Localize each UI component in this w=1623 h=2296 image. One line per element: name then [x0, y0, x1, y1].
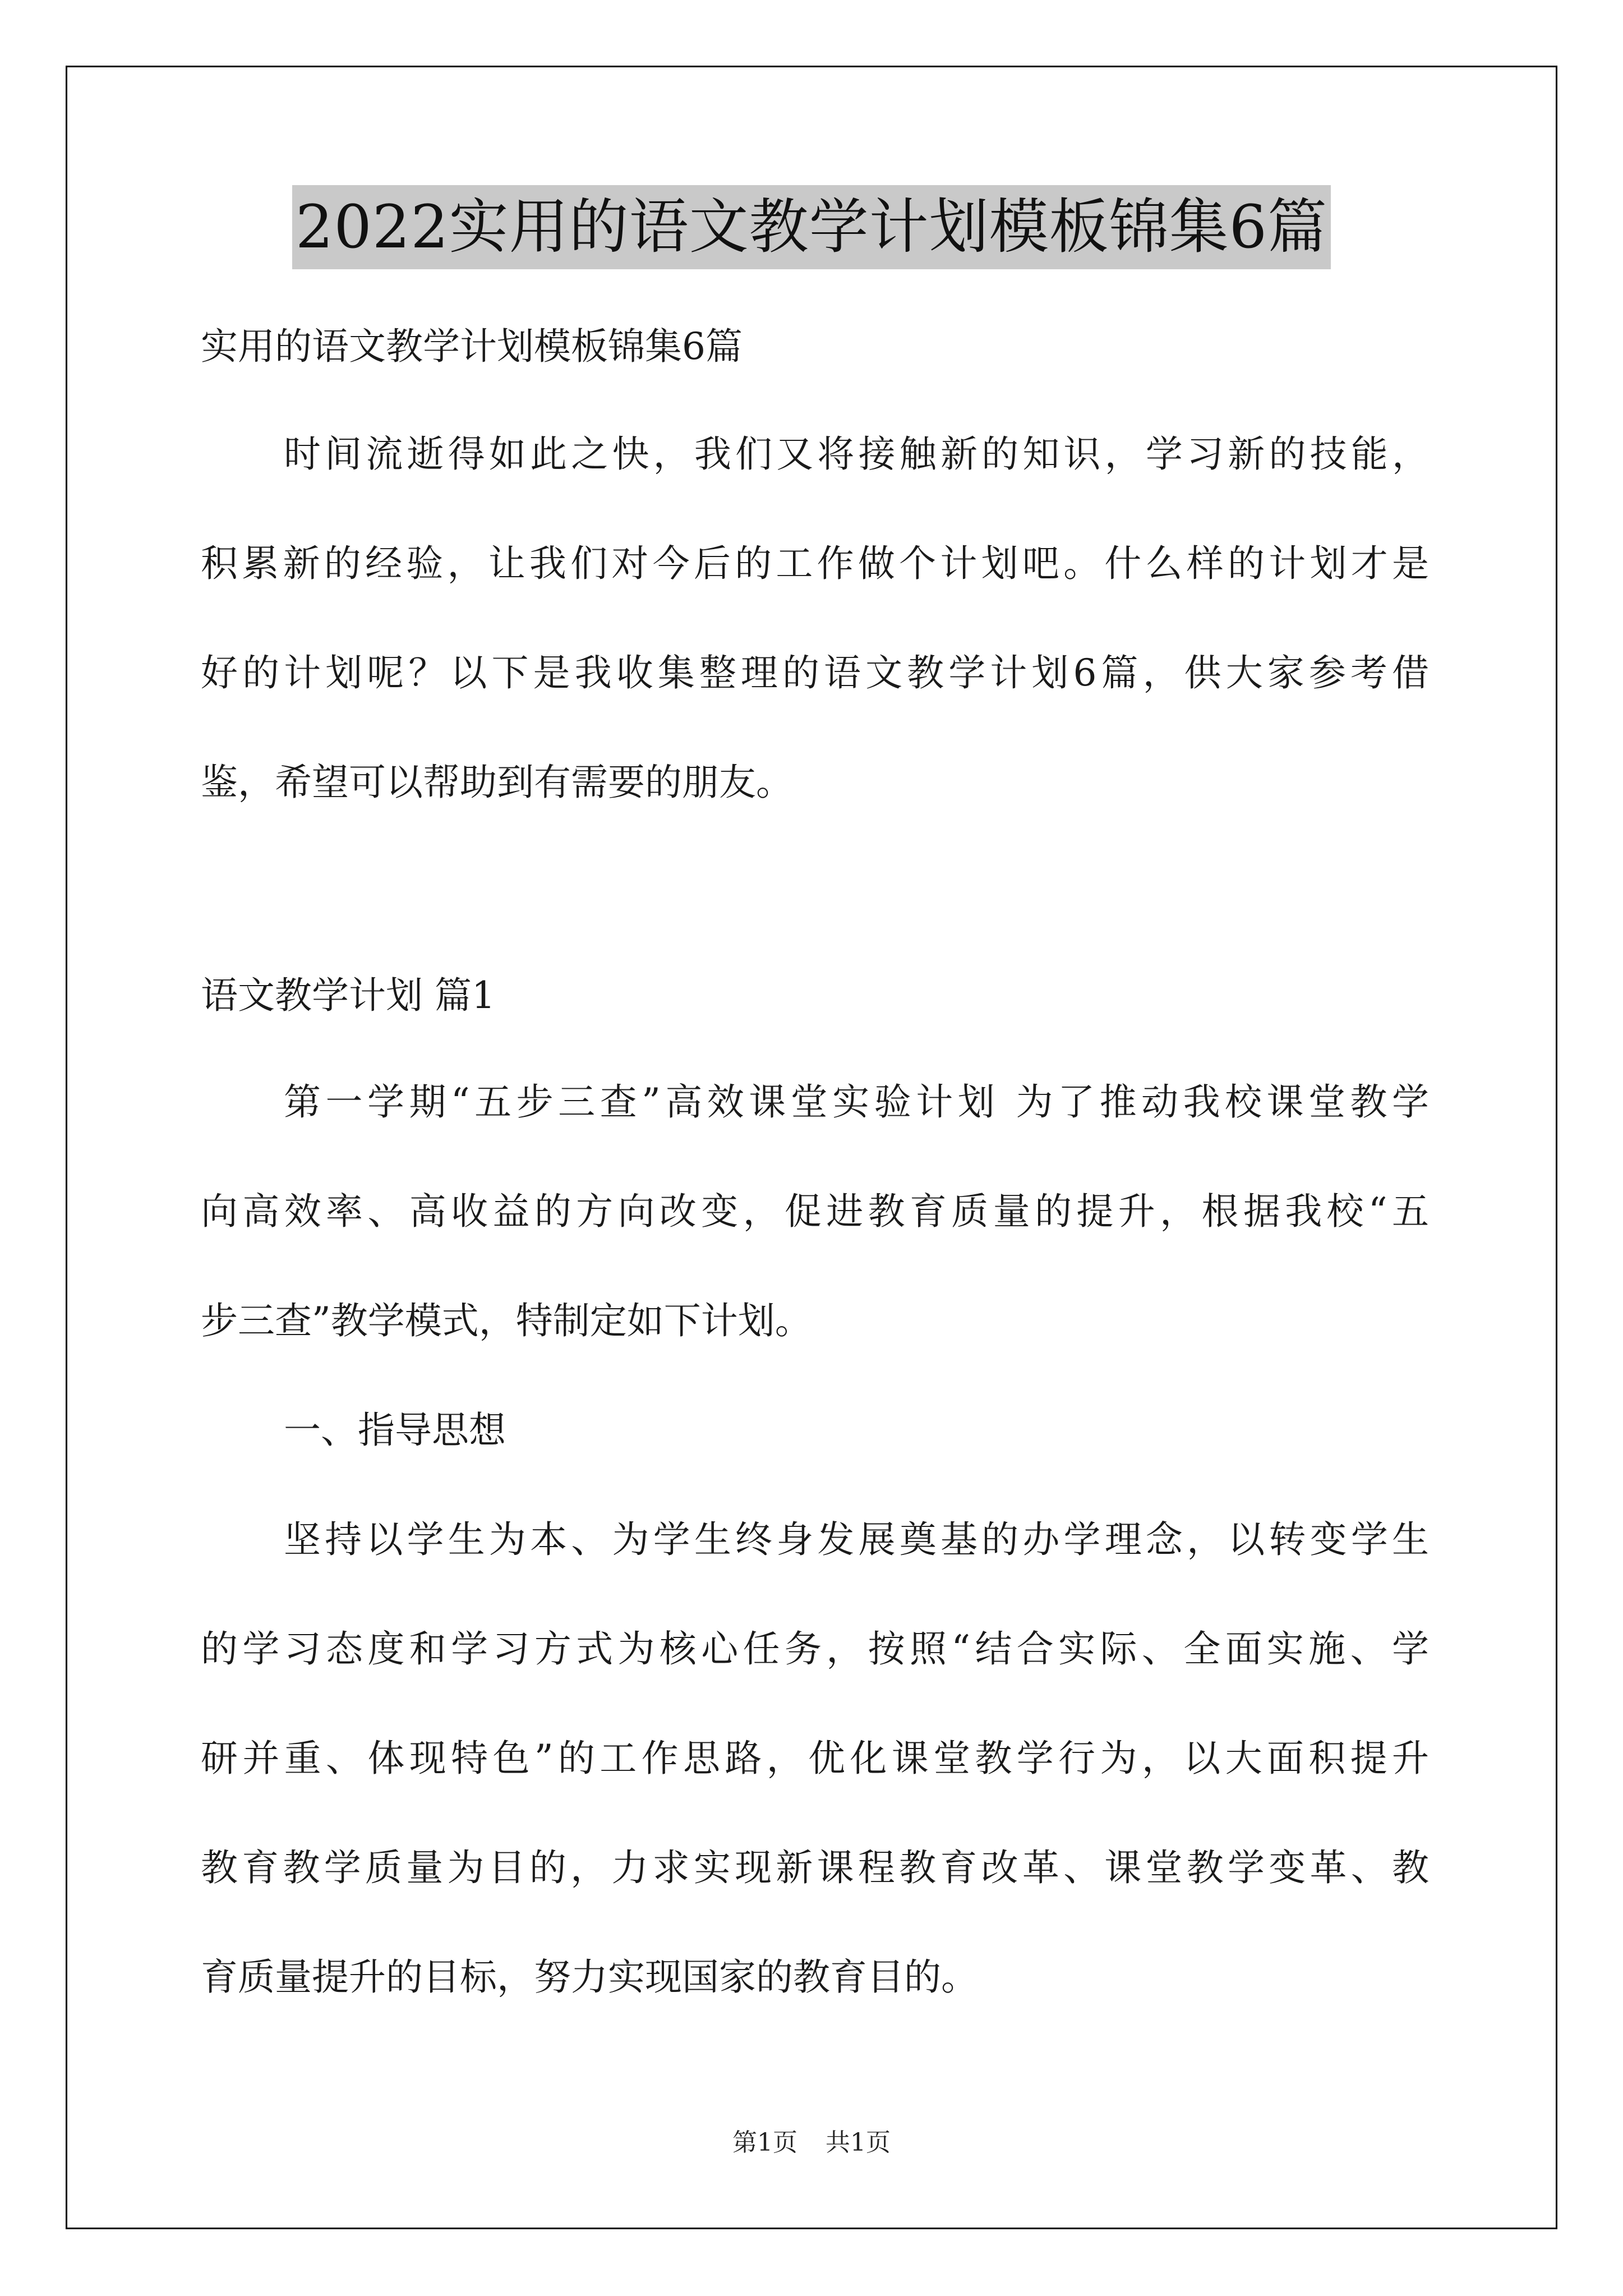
para2-line-5: 育质量提升的目标，努力实现国家的教育目的。 — [201, 1955, 978, 1999]
para2-line-2: 的学习态度和学习方式为核心任务，按照“结合实际、全面实施、学 — [201, 1627, 1429, 1671]
document-title: 2022实用的语文教学计划模板锦集6篇 — [292, 185, 1331, 269]
sub-heading: 一、指导思想 — [284, 1409, 506, 1452]
page-footer — [0, 2126, 1623, 2160]
para1-line-1: 第一学期“五步三查”高效课堂实验计划 为了推动我校课堂教学 — [284, 1080, 1429, 1124]
para2-line-3: 研并重、体现特色”的工作思路，优化课堂教学行为，以大面积提升 — [201, 1737, 1429, 1780]
para1-line-2: 向高效率、高收益的方向改变，促进教育质量的提升，根据我校“五 — [201, 1190, 1429, 1233]
page-border — [66, 66, 1557, 2229]
intro-line-2: 积累新的经验，让我们对今后的工作做个计划吧。什么样的计划才是 — [201, 542, 1429, 585]
title-container — [0, 185, 1623, 269]
document-subtitle: 实用的语文教学计划模板锦集6篇 — [201, 325, 743, 368]
para1-line-3: 步三查”教学模式，特制定如下计划。 — [201, 1299, 812, 1342]
para2-line-1: 坚持以学生为本、为学生终身发展奠基的办学理念，以转变学生 — [284, 1518, 1429, 1561]
page-number: 第1页 — [732, 2128, 797, 2157]
intro-line-3: 好的计划呢？以下是我收集整理的语文教学计划6篇，供大家参考借 — [201, 651, 1429, 694]
para2-line-4: 教育教学质量为目的，力求实现新课程教育改革、课堂教学变革、教 — [201, 1846, 1429, 1889]
section-heading: 语文教学计划 篇1 — [201, 974, 495, 1017]
intro-line-1: 时间流逝得如此之快，我们又将接触新的知识，学习新的技能， — [284, 432, 1429, 476]
page-total: 共1页 — [826, 2128, 891, 2157]
intro-line-4: 鉴，希望可以帮助到有需要的朋友。 — [201, 761, 793, 804]
